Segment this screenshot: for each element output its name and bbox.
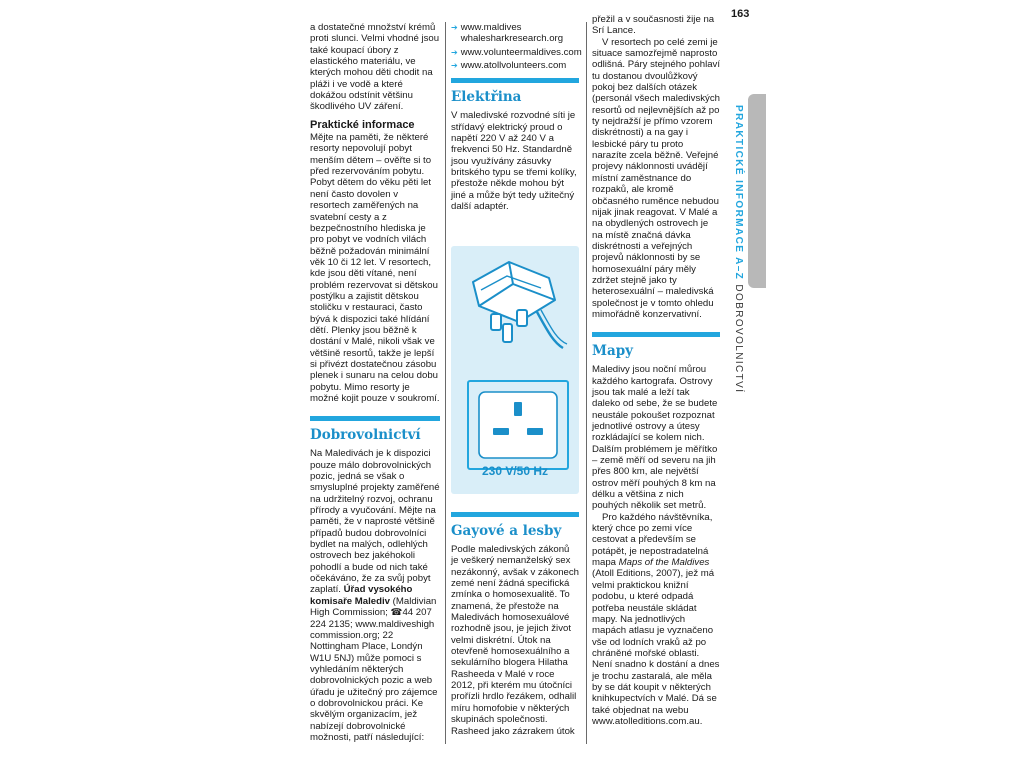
section-title-volunteering: Dobrovolnictví: [310, 427, 421, 444]
column-divider: [445, 22, 446, 744]
text-run: Pro každého návštěvníka, který chce po zemi více cestovat a především se potápět, je nepostradatelná mapa: [592, 511, 713, 569]
section-title-gay-lesbian: Gayové a lesby: [451, 523, 562, 539]
plug-icon: [451, 250, 579, 360]
column-divider: [586, 22, 587, 744]
plug-socket-illustration: [451, 246, 579, 494]
paragraph: Maledivy jsou noční můrou každého kartografa. Ostrovy jsou tak malé a leží tak daleko od sebe, že se budete neustále pokoušet rozpoznat jednotlivé ostrovy a útesy rozkládající se kolem nich. Dalším problémem je měřítko – země měří od severu na jih přes 800 km, ale největší ostrov měří pouhých 8 km na délku a většina z nich pouhých několik set metrů.: [592, 364, 718, 512]
text-run: Na Maledivách je k dispozici pouze málo dobrovolnických pozic, jedná se však o smysluplné projekty zaměřené na udržitelný rozvoj, ochranu přírody a vyučování. Mějte na paměti, že v naprosté většině případů budou dobrovolníci bydlet na malých, odlehlých ostrovech bez jakéhokoli pohodlí a bude od nich také očekáváno, že za svůj pobyt zaplatí.: [310, 448, 440, 596]
sub-heading: Praktické informace: [310, 118, 415, 131]
paragraph: přežil a v současnosti žije na Srí Lance.: [592, 14, 715, 37]
voltage-label: 230 V/50 Hz: [481, 464, 549, 478]
link-text[interactable]: www.atollvolunteers.com: [460, 60, 567, 72]
running-header: [730, 105, 744, 394]
column-2-lower: [451, 512, 579, 737]
text-run: (Atoll Editions, 2007), jež má velmi praktickou knižní podobu, u které odpadá potřeba neustále skládat mapy. Na jednotlivých mapách atlasu je vyznačeno vše od lodních vraků až po chráněné mořské oblasti. Není snadno k dostání a dnes je trochu zastaralá, ale měla by se dát koupit v některých knihkupectvích v Malé. Dá se také objednat na webu www.atolleditions.com.au.: [592, 568, 720, 727]
section-bar: [451, 78, 579, 83]
column-3: [592, 14, 720, 727]
paragraph: [592, 512, 720, 728]
paragraph: V maledivské rozvodné síti je střídavý elektrický proud o napětí 220 V až 240 V a frekvenci 50 Hz. Standardně jsou využívány zásuvky britského typu se třemi kolíky, přestože někde mohou být jiné a může být tedy užitečný další adaptér.: [451, 110, 577, 213]
page-number: 163: [731, 8, 750, 20]
section-bar: [310, 416, 440, 421]
paragraph: Podle maledivských zákonů je veškerý nemanželský sex nezákonný, avšak v zákonech zemé není žádná specifická zmínka o homosexualitě. To znamená, že přestože na Maledivách homosexuálové rozhodně jsou, je jejich život velmi diskrétní. Útok na otevřeně homosexuálního a sekulárního blogera Hilatha Rasheeda v Malé v roce 2012, při kterém mu útočníci prořízli hrdlo řezákem, odhalil míru homofobie v některých skupinách společnosti. Rasheed jako zázrakem útok: [451, 544, 579, 737]
paragraph: V resortech po celé zemi je situace samozřejmě naprosto odlišná. Páry stejného pohlaví tu dostanou dvoulůžkový pokoj bez dalších otázek (personál všech maledivských resortů od nejlevnějších až po ty nejdražší je přímo vzorem diskrétnosti) a na gay i lesbické páry tu proto narazíte zcela běžně. Veřejné projevy náklonnosti uvádějí místní zaměstnance do rozpaků, ale kromě občasného ruměnce nebudou nijak jinak reagovat. V Malé a na obydlených ostrovech je na místě značná dávka diskrétnosti a veřejných projevů náklonnosti by se homosexuální páry měly zdržet stejně jako ty heterosexuální – maledivská společnost je v tomto ohledu mimořádně konzervativní.: [592, 36, 720, 320]
socket-icon: [467, 380, 569, 470]
running-header-topic: DOBROVOLNICTVÍ: [733, 284, 744, 394]
link-item[interactable]: [451, 46, 582, 58]
text-run: (Maldivian High Commission; ☎44 207 224 2135; www.maldiveshigh commission.org; 22 Nottingham Place, Londýn W1U 5NJ) může pomoci s vyhledáním některých dobrovolnických pozic a web úřadu je užitečný pro zájemce o dobrovolnickou práci. Ke skvělým organizacím, jež nabízejí dobrovolnické možnosti, patří následující:: [310, 595, 438, 743]
running-header-section: PRAKTICKÉ INFORMACE A–Z: [733, 105, 744, 281]
book-title: Maps of the Maldives: [618, 557, 710, 569]
link-item[interactable]: [451, 22, 579, 45]
arrow-icon: ➔: [451, 23, 458, 32]
section-bar: [592, 332, 720, 337]
arrow-icon: ➔: [451, 47, 458, 57]
section-title-maps: Mapy: [592, 343, 633, 360]
thumb-tab: [748, 94, 766, 288]
paragraph: Mějte na paměti, že některé resorty nepovolují pobyt menším dětem – ověřte si to před rezervováním pobytu. Pobyt dětem do věku pěti let není často dovolen v resortech zaměřených na svatební cesty a z bezpečnostního hlediska je pro pobyt ve vodních vilách běžně požadován minimální věk 10 či 12 let. V resortech, kde jsou děti vítané, není problém rezervovat si dětskou postýlku a zajistit dětskou stoličku v restauraci, často bývá k dispozici také hlídání dětí. Plenky jsou běžně k dostání v Malé, nikoli však ve většině resortů, takže je lepší si přivézt dostatečnou zásobu plenek i sunaru na celou dobu pobytu. Mimo resorty je možné kojit pouze v soukromí.: [310, 132, 440, 404]
paragraph: a dostatečné množství krémů proti slunci. Velmi vhodné jsou také koupací úbory z elastického materiálu, ve kterých mohou děti chodit na pláži i ve vodě a které dokážou odstínit většinu škodlivého UV záření.: [310, 22, 440, 113]
paragraph: [310, 448, 440, 743]
section-title-electricity: Elektřina: [451, 89, 522, 106]
column-1: [310, 22, 440, 743]
link-item[interactable]: [451, 60, 579, 71]
link-text[interactable]: www.volunteermaldives.com: [460, 46, 582, 58]
link-text[interactable]: www.maldives whalesharkresearch.org: [460, 22, 564, 45]
arrow-icon: ➔: [451, 61, 458, 71]
section-bar: [451, 512, 579, 517]
organization-name: Úřad vysokého komisaře Malediv: [310, 584, 413, 607]
column-2: [451, 22, 582, 213]
